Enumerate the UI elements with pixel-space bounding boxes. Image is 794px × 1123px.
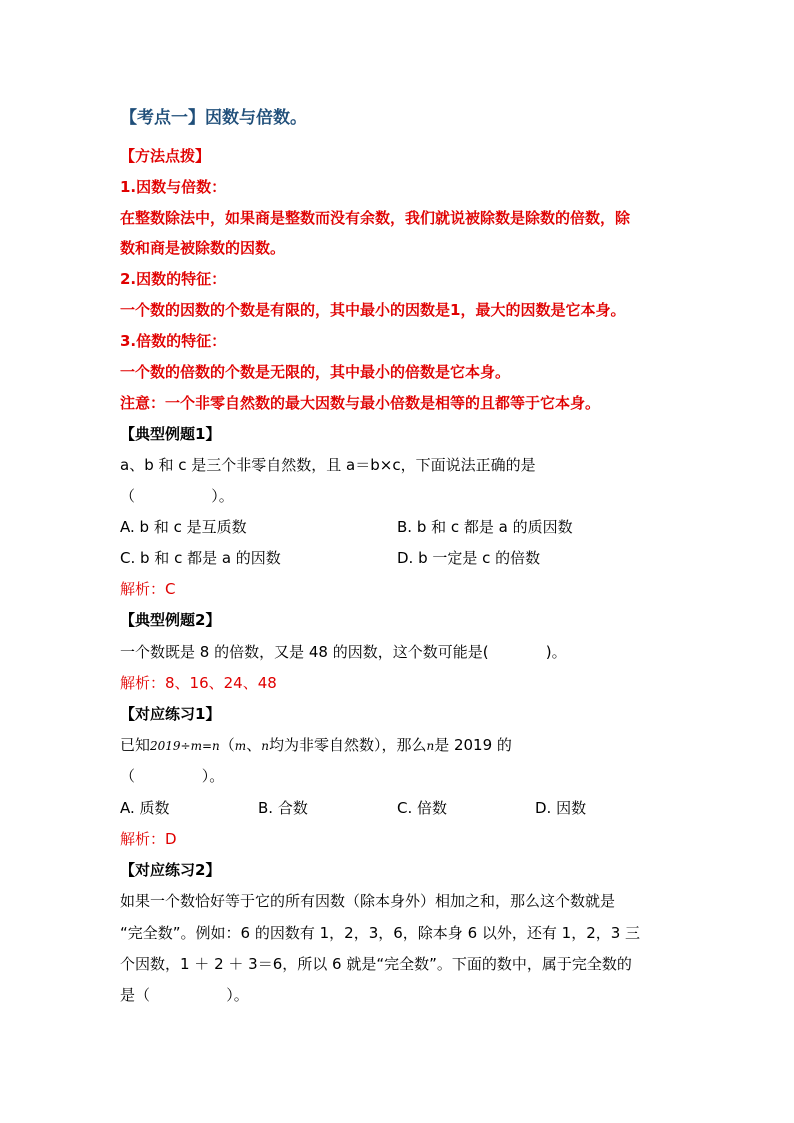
example1-answer: 解析：C [120, 580, 176, 598]
practice1-option-c: C. 倍数 [397, 799, 448, 817]
example1-option-d: D. b 一定是 c 的倍数 [397, 549, 541, 567]
method-p3-line1: 一个数的倍数的个数是无限的，其中最小的倍数是它本身。 [120, 363, 511, 381]
practice1-blank: （ ）。 [120, 767, 225, 785]
practice1-q-suffix: 是 2019 的 [434, 736, 512, 754]
practice2-heading: 【对应练习2】 [120, 861, 221, 879]
page-title: 【考点一】因数与倍数。 [120, 108, 307, 128]
practice2-line3: 个因数，1 ＋ 2 ＋ 3＝6，所以 6 就是“完全数”。下面的数中，属于完全数的 [120, 955, 632, 973]
practice1-formula: 2019÷m=n [150, 739, 220, 753]
practice1-option-b: B. 合数 [258, 799, 308, 817]
practice2-line1: 如果一个数恰好等于它的所有因数（除本身外）相加之和，那么这个数就是 [120, 892, 616, 910]
practice1-q-mid2: 、 [246, 736, 262, 754]
practice1-answer: 解析：D [120, 830, 177, 848]
practice1-question [120, 735, 512, 756]
example2-heading: 【典型例题2】 [120, 611, 221, 629]
practice1-var-m: m [234, 739, 247, 753]
practice1-var-n: n [261, 739, 269, 753]
method-p2-heading: 2.因数的特征： [120, 270, 227, 288]
example1-question: a、b 和 c 是三个非零自然数，且 a＝b×c，下面说法正确的是 [120, 456, 536, 474]
example2-question: 一个数既是 8 的倍数，又是 48 的因数，这个数可能是( )。 [120, 643, 567, 661]
method-note: 注意：一个非零自然数的最大因数与最小倍数是相等的且都等于它本身。 [120, 394, 601, 412]
practice2-line4: 是（ ）。 [120, 986, 249, 1004]
example1-blank: （ ）。 [120, 487, 234, 505]
practice1-heading: 【对应练习1】 [120, 705, 221, 723]
method-p1-line1: 在整数除法中，如果商是整数而没有余数，我们就说被除数是除数的倍数，除 [120, 209, 631, 227]
method-p1-line2: 数和商是被除数的因数。 [120, 239, 286, 257]
method-p2-line1: 一个数的因数的个数是有限的，其中最小的因数是1，最大的因数是它本身。 [120, 301, 626, 319]
example1-heading: 【典型例题1】 [120, 425, 221, 443]
practice1-q-mid1: （ [219, 736, 235, 754]
practice1-q-mid3: 均为非零自然数），那么 [268, 736, 427, 754]
example2-answer: 解析：8、16、24、48 [120, 674, 277, 692]
practice1-option-a: A. 质数 [120, 799, 170, 817]
example1-option-c: C. b 和 c 都是 a 的因数 [120, 549, 281, 567]
practice2-line2: “完全数”。例如：6 的因数有 1，2，3，6，除本身 6 以外，还有 1，2，3 三 [120, 924, 641, 942]
method-p3-heading: 3.倍数的特征： [120, 332, 227, 350]
example1-option-a: A. b 和 c 是互质数 [120, 518, 247, 536]
practice1-q-prefix: 已知 [120, 736, 151, 754]
method-p1-heading: 1.因数与倍数： [120, 178, 227, 196]
example1-option-b: B. b 和 c 都是 a 的质因数 [397, 518, 573, 536]
method-heading: 【方法点拨】 [120, 147, 211, 165]
practice1-option-d: D. 因数 [535, 799, 587, 817]
practice1-var-n2: n [426, 739, 435, 753]
